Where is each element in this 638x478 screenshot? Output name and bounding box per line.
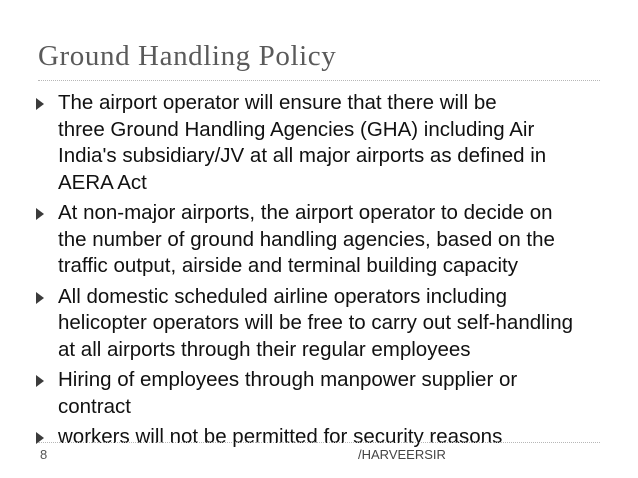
bullet-item [30, 90, 610, 196]
bullet-item [30, 367, 610, 420]
bullet-line: India's subsidiary/JV at all major airports as defined in [58, 144, 547, 167]
bullet-line: three Ground Handling Agencies (GHA) including Air [58, 117, 535, 141]
bullet-line: Hiring of employees through manpower supplier or [58, 368, 518, 391]
bullet-line: workers will not be permitted for security reasons [58, 425, 503, 448]
title-divider [38, 80, 600, 81]
bullet-item [30, 284, 610, 364]
bullet-line: contract [58, 394, 131, 418]
triangle-bullet-icon [36, 98, 44, 110]
bullet-line: the number of ground handling agencies, based on the [58, 227, 555, 251]
bullet-line: helicopter operators will be free to carry out self-handling [58, 311, 574, 334]
triangle-bullet-icon [36, 208, 44, 220]
bullet-text [58, 200, 610, 280]
bullet-list [30, 90, 610, 455]
bullet-item [30, 424, 610, 451]
bullet-item [30, 200, 610, 280]
bullet-text [58, 284, 610, 364]
bullet-text [58, 90, 610, 196]
bullet-line: At non-major airports, the airport operator to decide on [58, 201, 553, 224]
bullet-line: traffic output, airside and terminal building capacity [58, 254, 518, 277]
footer-divider [38, 442, 600, 443]
footer-label: /HARVEERSIR [358, 447, 446, 462]
bullet-line: at all airports through their regular employees [58, 337, 471, 361]
bullet-line: The airport operator will ensure that there will be [58, 91, 497, 114]
page-number: 8 [40, 447, 48, 462]
bullet-line: All domestic scheduled airline operators including [58, 284, 507, 308]
bullet-text [58, 367, 610, 420]
slide-title: Ground Handling Policy [38, 40, 337, 72]
bullet-text [58, 424, 610, 451]
triangle-bullet-icon [36, 375, 44, 387]
bullet-line: AERA Act [58, 170, 147, 194]
triangle-bullet-icon [36, 292, 44, 304]
